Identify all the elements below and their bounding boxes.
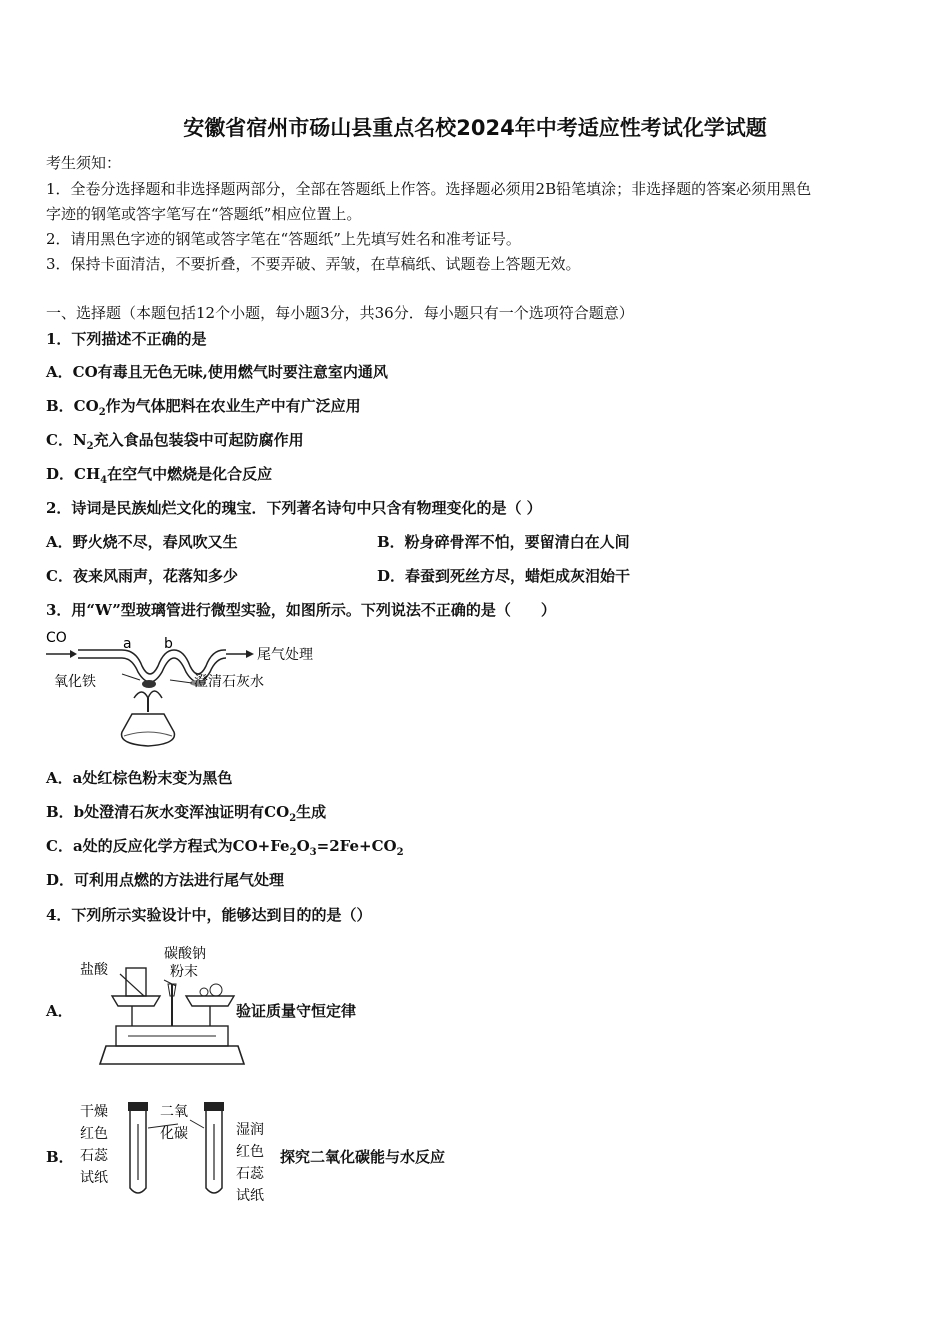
right-tube-stopper bbox=[204, 1102, 224, 1111]
q3-c-mid2: =2Fe+CO bbox=[316, 837, 397, 855]
q1-b-sub: 2 bbox=[98, 407, 106, 418]
q4-option-a-label: A． bbox=[46, 1002, 73, 1020]
q1-c-post: 充入食品包装袋中可起防腐作用 bbox=[93, 431, 304, 449]
q4-option-b-text: 探究二氧化碳能与水反应 bbox=[280, 1148, 446, 1166]
q3-option-a: A．a处红棕色粉末变为黑色 bbox=[46, 769, 233, 787]
label-co: CO bbox=[46, 630, 67, 646]
q3-b-post: 生成 bbox=[296, 803, 327, 821]
label-acid: 盐酸 bbox=[80, 962, 108, 978]
label-wet-4: 试纸 bbox=[236, 1188, 264, 1204]
balance-base bbox=[100, 1046, 244, 1064]
label-wet-3: 石蕊 bbox=[236, 1166, 264, 1182]
section-heading: 一、选择题（本题包括12个小题，每小题3分，共36分．每小题只有一个选项符合题意） bbox=[46, 304, 634, 322]
q3-stem: 3．用“W”型玻璃管进行微型实验，如图所示。下列说法不正确的是（ ） bbox=[46, 601, 556, 619]
iron-oxide-powder bbox=[142, 680, 156, 688]
q1-b-post: 作为气体肥料在农业生产中有广泛应用 bbox=[105, 397, 361, 415]
w-tube-upper bbox=[78, 650, 226, 674]
page-title: 安徽省宿州市砀山县重点名校2024年中考适应性考试化学试题 bbox=[183, 116, 767, 140]
flame bbox=[134, 691, 162, 698]
q4-option-b-label: B． bbox=[46, 1148, 74, 1166]
test-tubes-figure bbox=[78, 1098, 278, 1204]
q2-option-d: D．春蚕到死丝方尽，蜡炬成灰泪始干 bbox=[377, 567, 631, 585]
q1-d-sub: 4 bbox=[100, 475, 108, 486]
q1-option-a: A．CO有毒且无色无味,使用燃气时要注意室内通风 bbox=[46, 363, 388, 381]
q3-c-pre: C．a处的反应化学方程式为CO+Fe bbox=[46, 837, 290, 855]
label-co2-1: 二氧 bbox=[160, 1104, 188, 1120]
q4-stem: 4．下列所示实验设计中，能够达到目的的是（） bbox=[46, 906, 372, 924]
q1-c-sub: 2 bbox=[86, 441, 94, 452]
notice-item-1-cont: 字迹的钢笔或答字笔写在“答题纸”相应位置上。 bbox=[46, 205, 362, 223]
label-co2-2: 化碳 bbox=[160, 1126, 188, 1142]
alcohol-lamp bbox=[122, 714, 175, 746]
right-pan bbox=[186, 996, 234, 1006]
w-tube-apparatus-figure bbox=[44, 628, 334, 753]
label-limewater: 澄清石灰水 bbox=[194, 674, 264, 690]
balance-figure bbox=[76, 940, 236, 1075]
q1-c-pre: C．N bbox=[46, 431, 87, 449]
q1-b-pre: B．CO bbox=[46, 397, 99, 415]
label-wet-2: 红色 bbox=[236, 1144, 264, 1160]
q2-option-c: C．夜来风雨声，花落知多少 bbox=[46, 567, 238, 585]
label-dry-4: 试纸 bbox=[80, 1170, 108, 1186]
q3-c-sub3: 2 bbox=[396, 847, 404, 858]
left-pan bbox=[112, 996, 160, 1006]
notice-heading: 考生须知： bbox=[46, 154, 122, 172]
label-dry-2: 红色 bbox=[80, 1126, 108, 1142]
q3-c-mid: O bbox=[296, 837, 310, 855]
q2-stem: 2．诗词是民族灿烂文化的瑰宝．下列著名诗句中只含有物理变化的是（ ） bbox=[46, 499, 542, 517]
label-soda-1: 碳酸钠 bbox=[164, 946, 206, 962]
q2-option-b: B．粉身碎骨浑不怕，要留清白在人间 bbox=[377, 533, 630, 551]
label-soda-2: 粉末 bbox=[170, 964, 198, 980]
q3-option-d: D．可利用点燃的方法进行尾气处理 bbox=[46, 871, 285, 889]
q2-option-a: A．野火烧不尽，春风吹又生 bbox=[46, 533, 238, 551]
left-tube-stopper bbox=[128, 1102, 148, 1111]
q1-d-pre: D．CH bbox=[46, 465, 101, 483]
notice-item-3: 3．保持卡面清洁，不要折叠，不要弄破、弄皱，在草稿纸、试题卷上答题无效。 bbox=[46, 255, 581, 273]
q3-option-b bbox=[46, 801, 326, 824]
q3-b-pre: B．b处澄清石灰水变浑浊证明有CO bbox=[46, 803, 290, 821]
notice-item-2: 2．请用黑色字迹的钢笔或答字笔在“答题纸”上先填写姓名和准考证号。 bbox=[46, 230, 521, 248]
notice-item-1: 1．全卷分选择题和非选择题两部分，全部在答题纸上作答。选择题必须用2B铅笔填涂；非选择题的答案必须用黑色 bbox=[46, 180, 812, 198]
q3-option-c bbox=[46, 835, 404, 858]
label-dry-1: 干燥 bbox=[80, 1104, 108, 1120]
label-tail-gas: 尾气处理 bbox=[257, 647, 313, 663]
q3-b-sub: 2 bbox=[289, 813, 297, 824]
q4-option-a-text: 验证质量守恒定律 bbox=[236, 1002, 357, 1020]
label-iron-oxide: 氧化铁 bbox=[54, 674, 96, 690]
label-wet-1: 湿润 bbox=[236, 1122, 264, 1138]
q1-option-b bbox=[46, 395, 361, 418]
label-b: b bbox=[164, 636, 173, 652]
q1-option-c bbox=[46, 429, 304, 452]
q1-stem: 1．下列描述不正确的是 bbox=[46, 330, 207, 348]
label-a: a bbox=[123, 636, 132, 652]
q3-c-sub1: 2 bbox=[289, 847, 297, 858]
q1-d-post: 在空气中燃烧是化合反应 bbox=[107, 465, 273, 483]
q1-option-d bbox=[46, 463, 272, 486]
q3-c-sub2: 3 bbox=[309, 847, 317, 858]
label-dry-3: 石蕊 bbox=[80, 1148, 108, 1164]
